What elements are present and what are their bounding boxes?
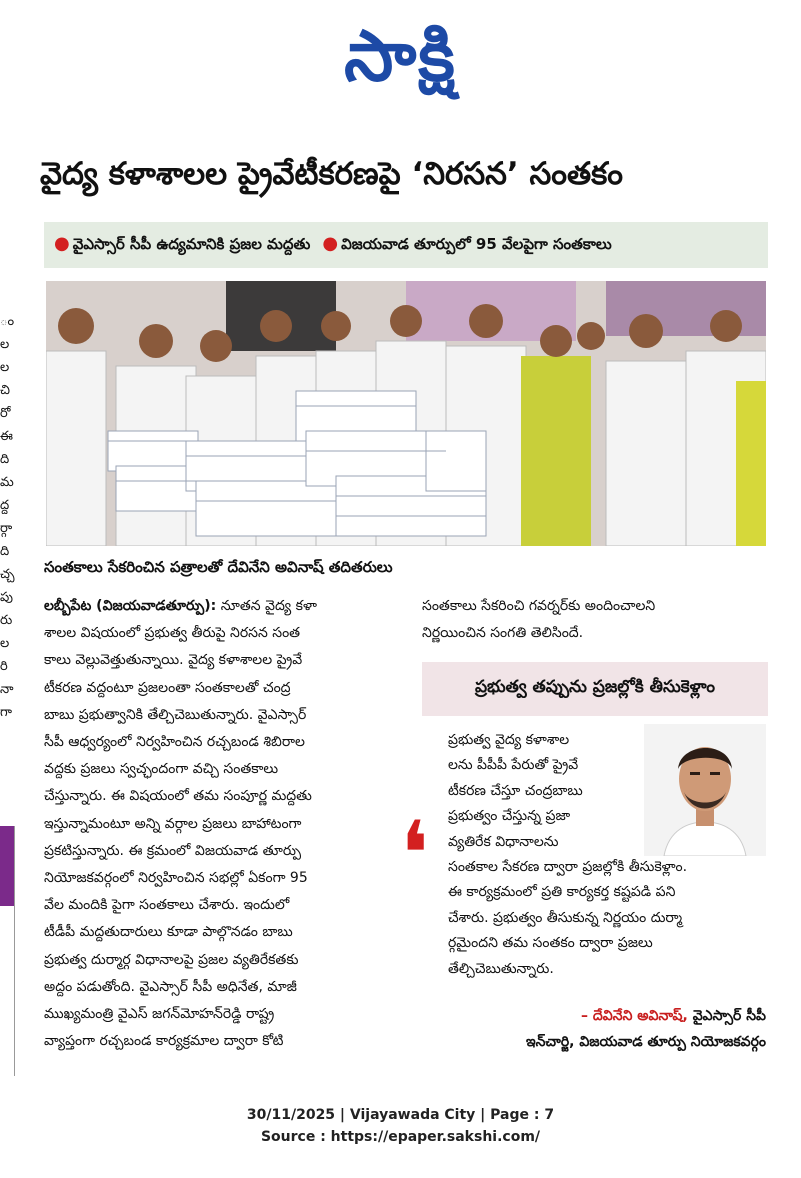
- fragment-glyph: ద్ద: [0, 498, 10, 513]
- fragment-glyph: చి: [0, 383, 10, 398]
- article-column-2: [422, 593, 768, 647]
- quote-line: ఈ కార్యక్రమంలో ప్రతి కార్యకర్త కష్టపడి పని: [448, 884, 676, 901]
- fragment-glyph: చ్చ: [0, 567, 15, 582]
- article-column-1: [44, 593, 390, 1055]
- quote-line: లను పీపీపీ పేరుతో ప్రైవే: [448, 757, 579, 774]
- fragment-glyph: రి: [0, 659, 8, 674]
- article-first-line: లబ్బీపేట (విజయవాడతూర్పు): నూతన వైద్య కళా: [44, 598, 317, 614]
- subhead-item: ● విజయవాడ తూర్పులో 95 వేలపైగా సంతకాలు: [322, 233, 612, 254]
- adjacent-divider: [14, 826, 15, 1076]
- fragment-glyph: ర్గా: [0, 521, 13, 536]
- quote-line: ప్రభుత్వ వైద్య కళాశాల: [448, 732, 570, 748]
- fragment-glyph: ల: [0, 636, 10, 651]
- quote-attribution: – దేవినేని అవినాష్, వైఎస్సార్ సీపీ ఇన్‌చార్జి, విజయవాడ తూర్పు నియోజకవర్గం: [448, 1003, 766, 1055]
- fragment-glyph: ల: [0, 360, 10, 375]
- fragment-glyph: ది: [0, 544, 10, 559]
- bullet-icon: ●: [322, 233, 339, 254]
- article-line: ఇస్తున్నామంటూ అన్ని వర్గాల ప్రజలు బాహాటంగా: [44, 815, 302, 832]
- dateline: లబ్బీపేట (విజయవాడతూర్పు):: [44, 598, 217, 614]
- quote-mark-icon: ❛: [400, 802, 430, 907]
- article-line: కాలు వెల్లువెత్తుతున్నాయి. వైద్య కళాశాలల ప్రైవే: [44, 652, 303, 669]
- adjacent-column-fragment: [0, 310, 16, 724]
- adjacent-color-bar: [0, 826, 14, 906]
- quote-line: టీకరణ చేస్తూ చంద్రబాబు: [448, 782, 583, 799]
- bullet-icon: ●: [54, 233, 70, 254]
- article-line: ముఖ్యమంత్రి వైఎస్ జగన్‌మోహన్‌రెడ్డి రాష్ట్ర: [44, 1006, 275, 1023]
- masthead: [0, 8, 801, 108]
- article-line: సంతకాలు సేకరించి గవర్నర్‌కు అందించాలని: [422, 598, 656, 614]
- article-line: శాలల విషయంలో ప్రభుత్వ తీరుపై నిరసన సంత: [44, 625, 301, 642]
- sakshi-logo: సాక్షి: [344, 15, 457, 97]
- quote-body: [448, 728, 766, 982]
- article-line: బాబు ప్రభుత్వానికి తేల్చిచెబుతున్నారు. వైఎస్సార్: [44, 706, 307, 723]
- article-line: వేల మందికి పైగా సంతకాలు చేశారు. ఇందులో: [44, 897, 290, 914]
- fragment-glyph: ం: [0, 314, 15, 329]
- page-footer: [0, 1104, 801, 1148]
- quote-line: ప్రభుత్వం చేస్తున్న ప్రజా: [448, 808, 571, 825]
- fragment-glyph: మ: [0, 475, 14, 490]
- quote-line: వ్యతిరేక విధానాలను: [448, 833, 559, 850]
- quote-line: తేల్చిచెబుతున్నారు.: [448, 960, 554, 977]
- fragment-glyph: గా: [0, 705, 12, 720]
- fragment-glyph: ది: [0, 452, 10, 467]
- footer-edition-info: 30/11/2025 | Vijayawada City | Page : 7: [246, 1107, 555, 1123]
- fragment-glyph: రు: [0, 613, 13, 628]
- attribution-party: వైఎస్సార్ సీపీ: [687, 1008, 766, 1024]
- article-line: అద్దం పడుతోంది. వైఎస్సార్ సీపీ అధినేత, మాజీ: [44, 978, 297, 995]
- fragment-glyph: పు: [0, 590, 13, 605]
- photo-caption: సంతకాలు సేకరించిన పత్రాలతో దేవినేని అవినాష్ తదితరులు: [44, 558, 393, 576]
- quote-line: ర్గమైందని తమ సంతకం ద్వారా ప్రజలు: [448, 935, 653, 952]
- group-photo-illustration: [46, 281, 766, 546]
- footer-source: Source : https://epaper.sakshi.com/: [260, 1129, 541, 1145]
- fragment-glyph: రో: [0, 406, 11, 421]
- quote-line: సంతకాల సేకరణ ద్వారా ప్రజల్లోకి తీసుకెళ్లాం.: [448, 859, 688, 876]
- fragment-glyph: నా: [0, 682, 14, 697]
- article-line: చేస్తున్నారు. ఈ విషయంలో తమ సంపూర్ణ మద్దతు: [44, 788, 312, 805]
- article-line: నియోజకవర్గంలో నిర్వహించిన సభల్లో ఏకంగా 95: [44, 870, 308, 887]
- quote-line: చేశారు. ప్రభుత్వం తీసుకున్న నిర్ణయం దుర్మా: [448, 909, 683, 926]
- article-line: వ్యాప్తంగా రచ్చబండ కార్యక్రమాల ద్వారా కోటి: [44, 1033, 284, 1050]
- fragment-glyph: ఈ: [0, 429, 13, 444]
- fragment-glyph: ల: [0, 337, 10, 352]
- quote-box-title: ప్రభుత్వ తప్పును ప్రజల్లోకి తీసుకెళ్లాం: [422, 662, 768, 716]
- article-line: వద్దకు ప్రజలు స్వచ్ఛందంగా వచ్చి సంతకాలు: [44, 761, 279, 778]
- article-line: ప్రభుత్వ దుర్మార్గ విధానాలపై ప్రజల వ్యతిరేకతకు: [44, 951, 299, 968]
- attribution-name: దేవినేని అవినాష్,: [592, 1008, 688, 1024]
- article-line: సీపీ ఆధ్వర్యంలో నిర్వహించిన రచ్చబండ శిబిరాల: [44, 734, 305, 751]
- article-line: ప్రకటిస్తున్నారు. ఈ క్రమంలో విజయవాడ తూర్పు: [44, 842, 302, 859]
- attribution-role: ఇన్‌చార్జి, విజయవాడ తూర్పు నియోజకవర్గం: [525, 1034, 766, 1050]
- article-line: టీకరణ వద్దంటూ ప్రజలంతా సంతకాలతో చంద్ర: [44, 679, 291, 696]
- article-line: నిర్ణయించిన సంగతి తెలిసిందే.: [422, 625, 584, 641]
- article-headline: వైద్య కళాశాలల ప్రైవేటీకరణపై ‘నిరసన’ సంతకం: [40, 156, 623, 192]
- article-line: టీడీపీ మద్దతుదారులు కూడా పాల్గొనడం బాబు: [44, 924, 293, 941]
- subhead-bar: [44, 222, 768, 268]
- subhead-item: ● వైఎస్సార్ సీపీ ఉద్యమానికి ప్రజల మద్దతు: [54, 233, 311, 254]
- news-photo: [46, 281, 766, 546]
